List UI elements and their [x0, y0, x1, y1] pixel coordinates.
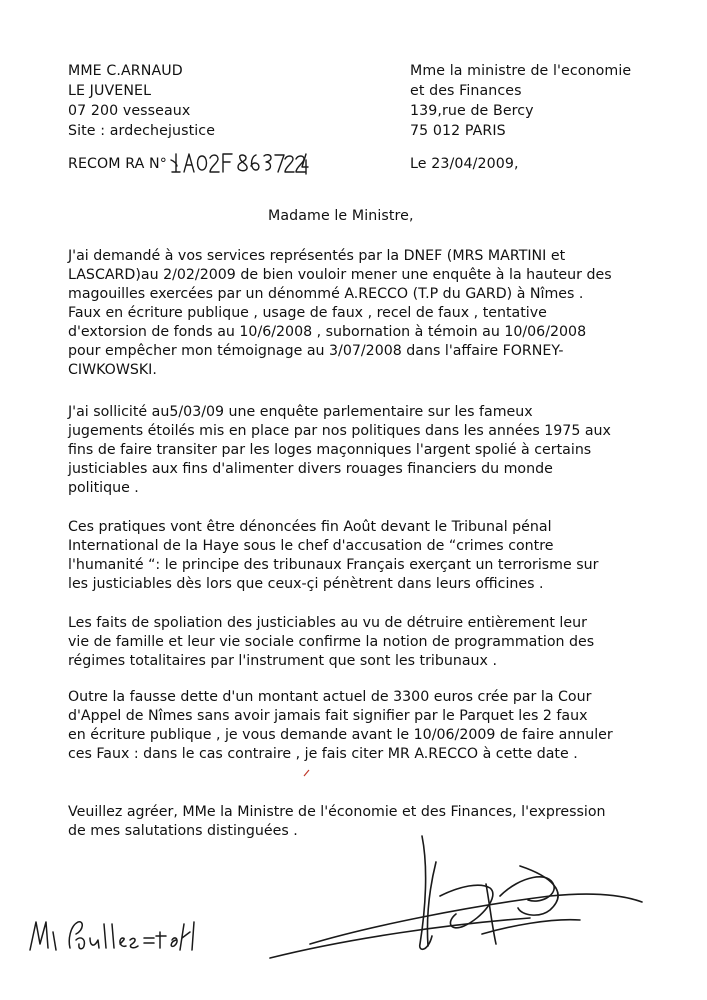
paragraph-line: d'Appel de Nîmes sans avoir jamais fait signifier par le Parquet les 2 faux — [68, 708, 588, 724]
pen-mark — [302, 768, 312, 778]
sender-name: MME C.ARNAUD — [68, 63, 183, 79]
paragraph-line: ces Faux : dans le cas contraire , je fais citer MR A.RECCO à cette date . — [68, 746, 578, 762]
recom-label-text: RECOM RA N° — [68, 156, 167, 172]
recipient-line-3: 139,rue de Bercy — [410, 103, 534, 119]
paragraph-line: International de la Haye sous le chef d'accusation de “crimes contre — [68, 538, 554, 554]
paragraph-line: vie de famille et leur vie sociale confirme la notion de programmation des — [68, 634, 595, 650]
salutation: Madame le Ministre, — [268, 208, 414, 224]
paragraph-line: CIWKOWSKI. — [68, 362, 157, 378]
recipient-line-4: 75 012 PARIS — [410, 123, 506, 139]
paragraph-line: J'ai sollicité au5/03/09 une enquête parlementaire sur les fameux — [68, 404, 533, 420]
signature — [250, 826, 670, 966]
paragraph-line: pour empêcher mon témoignage au 3/07/2008 dans l'affaire FORNEY- — [68, 343, 564, 359]
paragraph-3 — [68, 518, 598, 594]
sender-address-line-1: LE JUVENEL — [68, 83, 152, 99]
paragraph-line: J'ai demandé à vos services représentés par la DNEF (MRS MARTINI et — [68, 248, 566, 264]
paragraph-line: justiciables aux fins d'alimenter divers rouages financiers du monde — [68, 461, 553, 477]
paragraph-1 — [68, 247, 612, 380]
paragraph-line: les justiciables dès lors que ceux-çi pénètrent dans leurs officines . — [68, 576, 544, 592]
letter-date: Le 23/04/2009, — [410, 156, 519, 172]
paragraph-line: fins de faire transiter par les loges maçonniques l'argent spolié à certains — [68, 442, 592, 458]
recom-label — [68, 155, 167, 174]
paragraph-line: Outre la fausse dette d'un montant actuel de 3300 euros crée par la Cour — [68, 689, 592, 705]
paragraph-5 — [68, 688, 613, 764]
paragraph-4 — [68, 614, 594, 671]
paragraph-line: régimes totalitaires par l'instrument que sont les tribunaux . — [68, 653, 497, 669]
paragraph-2 — [68, 403, 611, 498]
paragraph-line: de mes salutations distinguées . — [68, 823, 298, 839]
paragraph-line: Veuillez agréer, MMe la Ministre de l'économie et des Finances, l'expression — [68, 804, 606, 820]
handwritten-note — [26, 910, 196, 960]
paragraph-line: Ces pratiques vont être dénoncées fin Août devant le Tribunal pénal — [68, 519, 552, 535]
recipient-line-1: Mme la ministre de l'economie — [410, 63, 632, 79]
recom-number-handwritten — [168, 148, 308, 176]
paragraph-line: d'extorsion de fonds au 10/6/2008 , subornation à témoin au 10/06/2008 — [68, 324, 587, 340]
paragraph-line: politique . — [68, 480, 139, 496]
paragraph-line: Faux en écriture publique , usage de faux , recel de faux , tentative — [68, 305, 547, 321]
paragraph-line: en écriture publique , je vous demande avant le 10/06/2009 de faire annuler — [68, 727, 613, 743]
paragraph-line: magouilles exercées par un dénommé A.RECCO (T.P du GARD) à Nîmes . — [68, 286, 584, 302]
paragraph-line: jugements étoilés mis en place par nos politiques dans les années 1975 aux — [68, 423, 611, 439]
sender-address-line-2: 07 200 vesseaux — [68, 103, 191, 119]
sender-website: Site : ardechejustice — [68, 123, 216, 139]
paragraph-line: l'humanité “: le principe des tribunaux Français exerçant un terrorisme sur — [68, 557, 599, 573]
recipient-line-2: et des Finances — [410, 83, 522, 99]
paragraph-line: Les faits de spoliation des justiciables au vu de détruire entièrement leur — [68, 615, 587, 631]
paragraph-line: LASCARD)au 2/02/2009 de bien vouloir mener une enquête à la hauteur des — [68, 267, 612, 283]
